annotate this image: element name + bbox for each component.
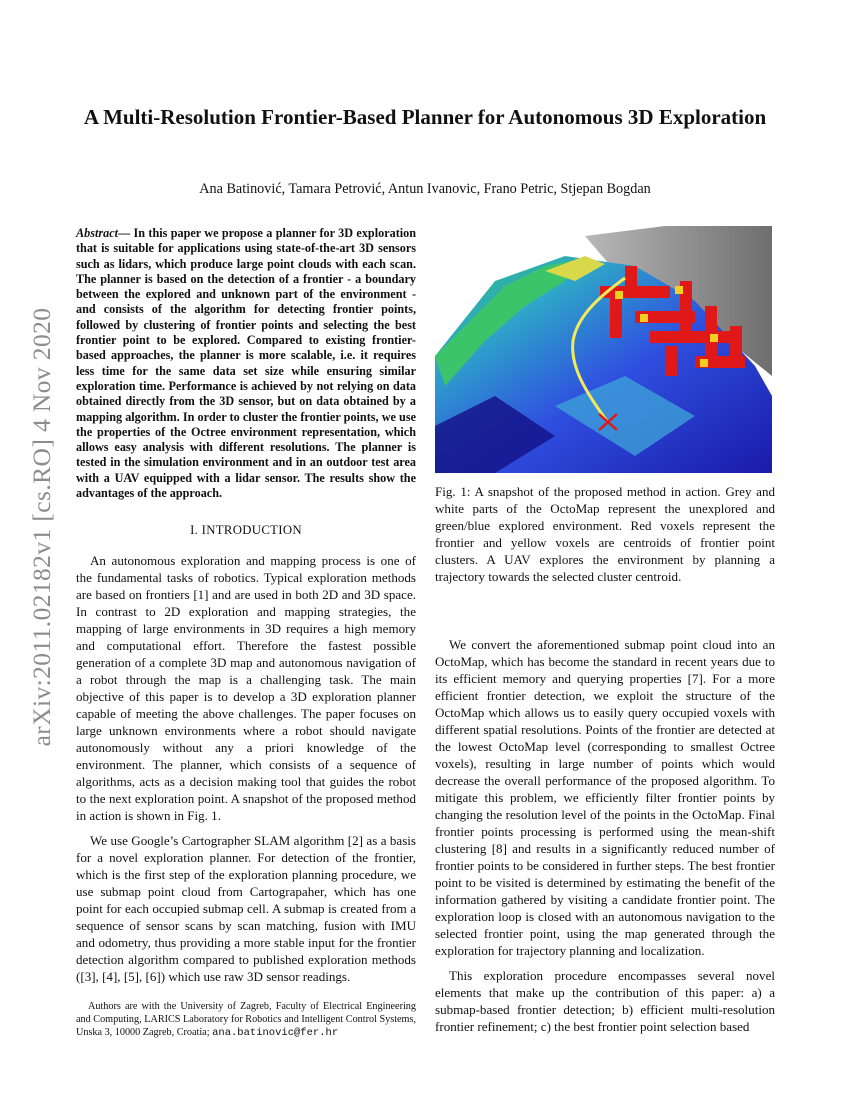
figure-1-octomap [435,226,772,473]
footnote-text: Authors are with the University of Zagreb, Faculty of Electrical Engineering and Computing, LARICS Laboratory for Robotics and Intelligent Control Systems, Unska 3, 10000 Zagreb, Croatia; [76,1001,416,1038]
abstract [76,226,416,501]
abstract-text: In this paper we propose a planner for 3D exploration that is suitable for applications using state-of-the-art 3D sensors such as lidars, which produce large point clouds with each scan. The planner is based on the detection of a frontier - a boundary between the explored and unknown part of the environment - and consists of the algorithm for detecting frontier points, followed by clustering of frontier points and selecting the best frontier point to be explored. Compared to existing frontier-based approaches, the planner is more scalable, i.e. it requires less time for the same data set size while ensuring similar exploration time. Performance is achieved by not relying on data obtained directly from the 3D sensor, but on data obtained by a mapping algorithm. In order to cluster the frontier points, we use the properties of the Octree environment representation, which allows easy analysis with different resolutions. The planner is tested in the simulation environment and in an outdoor test area with a UAV equipped with a lidar sensor. The results show the advantages of the approach. [76,226,417,501]
right-column [435,226,775,1035]
right-paragraph-2: This exploration procedure encompasses several novel elements that make up the contribution of this paper: a) a submap-based frontier detection; b) efficient multi-resolution frontier refinement; c) the best frontier point selection based [435,968,775,1034]
abstract-dash: — [117,226,134,240]
paper-authors: Ana Batinović, Tamara Petrović, Antun Ivanovic, Frano Petric, Stjepan Bogdan [199,181,651,197]
arxiv-stamp[interactable]: arXiv:2011.02182v1 [cs.RO] 4 Nov 2020 [27,307,56,747]
figure-1-caption: Fig. 1: A snapshot of the proposed method in action. Grey and white parts of the OctoMap represent the unexplored and green/blue explored environment. Red voxels represent the frontier and yellow voxels are centroids of frontier point clusters. A UAV explores the environment by planning a trajectory towards the selected cluster centroid. [435,484,775,584]
right-paragraph-1: We convert the aforementioned submap point cloud into an OctoMap, which has become the standard in recent years due to its efficient memory and querying properties [7]. For a more efficient frontier detection, we exploit the structure of the OctoMap which allows us to easily query occupied voxels with different spatial resolutions. Points of the frontier are detected at the lowest OctoMap level (corresponding to smallest Octree voxels), resulting in large number of points which would decrease the overall performance of the proposed algorithm. To mitigate this problem, we efficiently filter frontier points by changing the resolution level of the points in the OctoMap. Final frontier points processing is performed using the mean-shift clustering [8] and results in a significantly reduced number of frontier points to be considered in further steps. The best frontier point to be visited is determined by estimating the benefit of the information gathered by visiting a candidate frontier point. The exploration loop is closed with an autonomous navigation to the selected frontier point, using the map generated through the exploration for trajectory planning and localization. [435,637,775,958]
abstract-label: Abstract [76,226,118,240]
paper-title: A Multi-Resolution Frontier-Based Planner for Autonomous 3D Exploration [83,105,767,129]
left-column [76,226,416,1049]
author-footnote [76,1001,416,1039]
intro-paragraph-2: We use Google’s Cartographer SLAM algorithm [2] as a basis for a novel exploration planner. For detection of the frontier, which is the first step of the exploration planning procedure, we use submap point cloud from Cartograpaher, which has one point for each occupied submap cell. A submap is created from a sequence of sensor scans by scan matching, fusion with IMU and odometry, thus providing a more stable input for the frontier detection algorithm compared to published exploration methods ([3], [4], [5], [6]) which use raw 3D sensor readings. [76,833,416,985]
footnote-email[interactable]: ana.batinovic@fer.hr [212,1026,339,1039]
section-title-introduction: I. INTRODUCTION [190,523,302,538]
arxiv-stamp-container [2,0,72,1100]
right-body [435,636,775,1035]
intro-paragraph-1: An autonomous exploration and mapping process is one of the fundamental tasks of robotics. Typical exploration methods are based on frontiers [1] and are used in both 2D and 3D space. In contrast to 2D exploration and mapping strategies, the mapping of large environments in 3D requires a high memory and computational effort. Therefore the fastest possible generation of a complete 3D map and autonomous navigation of a robot through the map is a challenging task. The main objective of this paper is to develop a 3D exploration planner capable of meeting the above challenges. The paper focuses on large unknown environments where a robot should navigate autonomously without any a priori knowledge of the environment. The planner, which consists of a sequence of algorithms, acts as a decision making tool that guides the robot to the next exploration point. A snapshot of the proposed method in action is shown in Fig. 1. [76,553,416,824]
